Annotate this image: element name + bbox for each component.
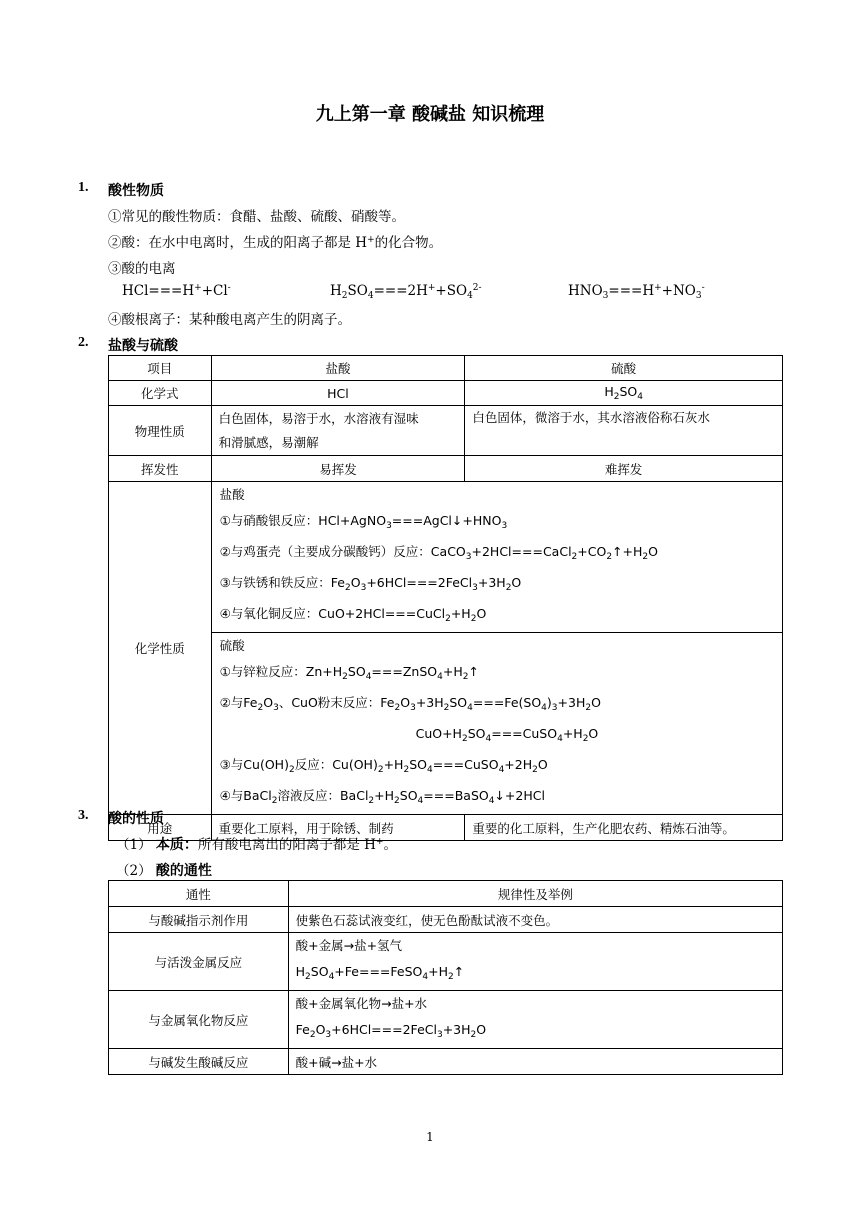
table-cell: HCl [211,381,465,406]
row-label: 与金属氧化物反应 [109,991,289,1049]
text-line: ③酸的电离 [108,261,176,277]
table-row [109,1049,783,1075]
table-row [109,881,783,907]
table-cell: 使紫色石蕊试液变红，使无色酚酞试液不变色。 [288,907,782,933]
equation-hcl: HCl===H++Cl- [122,283,231,299]
table-cell: $H_2SO_4$ [465,381,783,406]
row-label: 用途 [109,815,212,841]
text-line: ④酸根离子：某种酸电离产生的阴离子。 [108,312,351,328]
section-title: 盐酸与硫酸 [108,338,178,354]
header-cell: 硫酸 [465,356,783,381]
acid-comparison-table [108,355,783,841]
table-row [109,907,783,933]
table-cell: 酸+碱→盐+水 [288,1049,782,1075]
table-row [109,381,783,406]
row-label: 与碱发生酸碱反应 [109,1049,289,1075]
row-label: 与活泼金属反应 [109,933,289,991]
acid-properties-table [108,880,783,1075]
row-label: 物理性质 [109,406,212,456]
header-cell: 盐酸 [211,356,465,381]
text-line: （2） 酸的通性 [116,863,212,879]
table-cell: 易挥发 [211,456,465,482]
section-number: 2. [78,335,89,350]
table-cell: 难挥发 [465,456,783,482]
row-label: 与酸碱指示剂作用 [109,907,289,933]
table-cell: 酸+金属→盐+氢气 $H_2SO_4+Fe===FeSO_4+H_2↑$ [288,933,782,991]
table-cell: 酸+金属氧化物→盐+水 $Fe_2O_3+6HCl===2FeCl_3+3H_2O$ [288,991,782,1049]
row-label: 化学式 [109,381,212,406]
text-line: ①常见的酸性物质：食醋、盐酸、硫酸、硝酸等。 [108,209,405,225]
table-row [109,456,783,482]
table-cell: 硫酸 ①与锌粒反应：$Zn+H_2SO_4===ZnSO_4+H_2↑$ ②与$Fe_2O_3$、CuO粉末反应：$Fe_2O_3+3H_2SO_4===Fe(SO_4)_3+3H_2O$ $CuO+H_2SO_4===CuSO_4+H_2O$ ③与$Cu(OH)_2$反应：$Cu(OH)_2+H_2SO_4===CuSO_4+2H_2O$ ④与BaCl$_2$溶液反应：$BaCl_2+H_2SO_4===BaSO_4↓+2HCl$ [211,633,782,815]
table-cell: 白色固体，易溶于水，水溶液有湿味 和滑腻感，易潮解 [211,406,465,456]
section-number: 1. [78,180,89,195]
page-title: 九上第一章 酸碱盐 知识梳理 [315,104,545,125]
text-line: （1） 本质：所有酸电离出的阳离子都是 H+。 [116,837,398,853]
section-number: 3. [78,808,89,823]
table-cell: 盐酸 ①与硝酸银反应：$HCl+AgNO_3===AgCl↓+HNO_3$ ②与鸡蛋壳（主要成分碳酸钙）反应：$CaCO_3+2HCl===CaCl_2+CO_2↑+H_2O$ ③与铁锈和铁反应：$Fe_2O_3+6HCl===2FeCl_3+3H_2O$ ④与氧化铜反应：$CuO+2HCl===CuCl_2+H_2O$ [211,482,782,633]
text-line: ②酸：在水中电离时，生成的阳离子都是 H+的化合物。 [108,235,443,251]
row-label: 化学性质 [109,482,212,815]
table-row [109,991,783,1049]
page-number: 1 [426,1130,434,1144]
header-cell: 规律性及举例 [288,881,782,907]
table-cell: 重要的化工原料，生产化肥农药、精炼石油等。 [465,815,783,841]
row-label: 挥发性 [109,456,212,482]
table-cell: 白色固体，微溶于水，其水溶液俗称石灰水 [465,406,783,456]
equation-h2so4: $H_2SO_4===2H^++SO_4^{2-}$ [330,283,482,301]
section-title: 酸性物质 [108,183,164,199]
table-row [109,406,783,456]
table-row [109,933,783,991]
header-cell: 通性 [109,881,289,907]
equation-hno3: $HNO_3===H^++NO_3^-$ [568,283,705,301]
table-row [109,356,783,381]
section-title: 酸的性质 [108,811,164,827]
table-cell: 重要化工原料，用于除锈、制药 [211,815,465,841]
table-row [109,482,783,633]
header-cell: 项目 [109,356,212,381]
